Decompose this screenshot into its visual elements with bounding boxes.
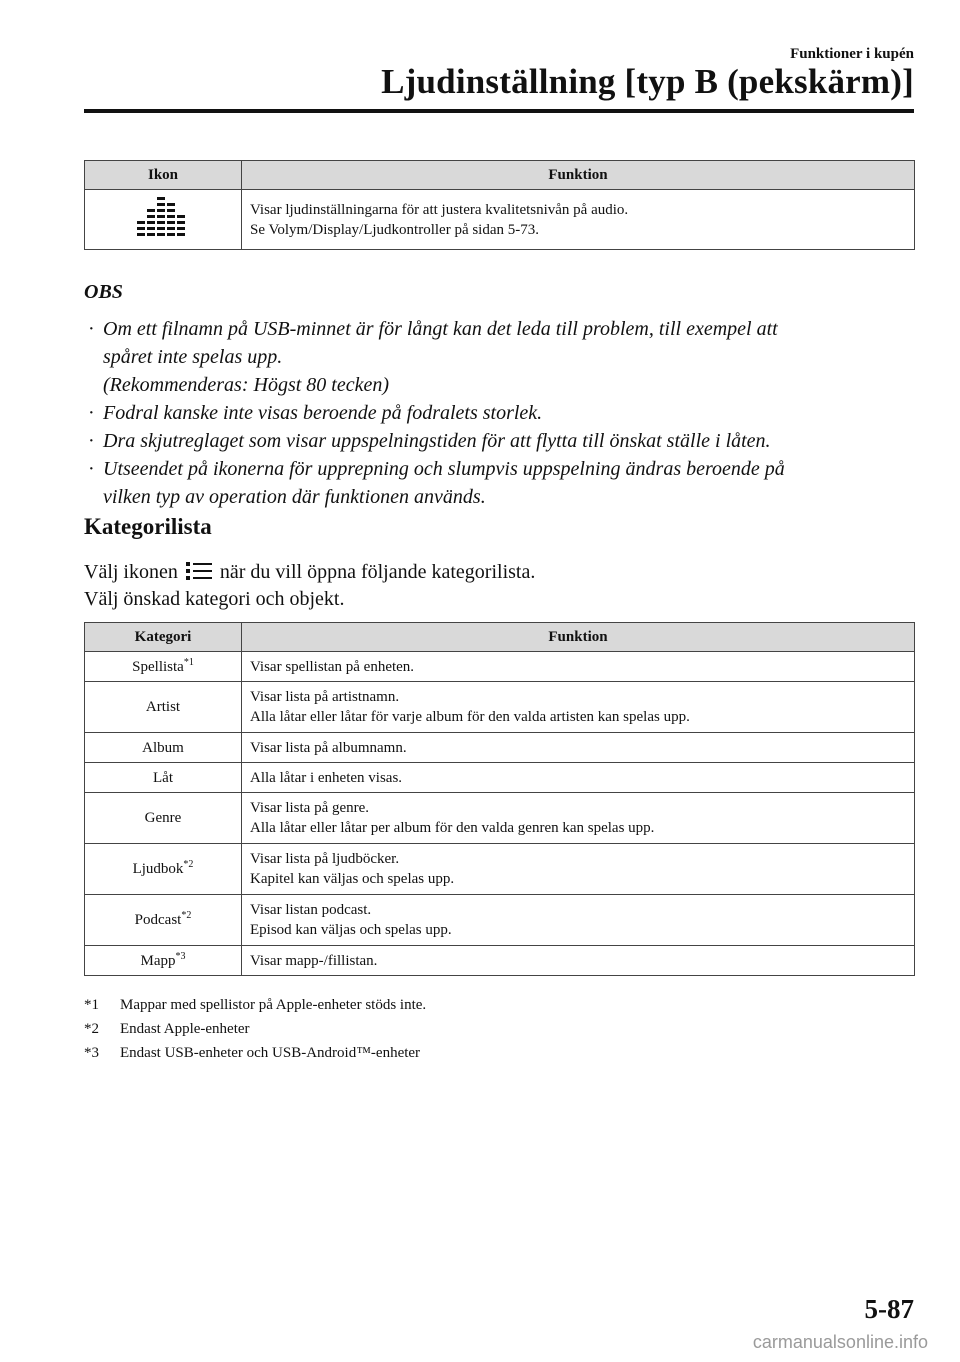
- column-header-icon: Ikon: [85, 161, 242, 190]
- function-cell: [242, 682, 915, 733]
- table-header-row: [85, 623, 915, 652]
- category-cell: [85, 763, 242, 793]
- table-row: [85, 652, 915, 682]
- function-line: Visar lista på albumnamn.: [250, 739, 407, 756]
- function-line: Visar lista på ljudböcker.: [250, 851, 400, 867]
- obs-item: [84, 315, 904, 399]
- footnote: [84, 1017, 426, 1041]
- table-row: [85, 733, 915, 763]
- category-name: Ljudbok: [132, 861, 184, 877]
- category-name: Spellista: [132, 658, 184, 675]
- footnote-marker: *1: [183, 656, 194, 668]
- icon-cell: [85, 190, 242, 250]
- function-line: Alla låtar eller låtar för varje album för den valda artisten kan spelas upp.: [250, 709, 690, 725]
- intro-text-after: när du vill öppna följande kategorilista.: [219, 561, 536, 583]
- category-name: Låt: [153, 769, 173, 786]
- obs-line: vilken typ av operation där funktionen används.: [103, 486, 486, 508]
- bullet-dot: ·: [88, 318, 95, 340]
- function-line: Visar lista på artistnamn.: [250, 689, 400, 705]
- header-rule: [84, 109, 914, 113]
- footnote-marker: *3: [175, 950, 186, 962]
- category-cell: [85, 946, 242, 976]
- watermark: carmanualsonline.info: [752, 1332, 928, 1352]
- table-row: [85, 844, 915, 895]
- footnote-number: *1: [84, 997, 99, 1013]
- function-line: Visar ljudinställningarna för att justera kvalitetsnivån på audio.: [250, 201, 629, 218]
- category-cell: [85, 844, 242, 895]
- footnote-marker: *2: [183, 859, 194, 870]
- function-cell: [242, 946, 915, 976]
- footnote-number: *3: [84, 1045, 99, 1061]
- table-row: [85, 895, 915, 946]
- category-cell: [85, 895, 242, 946]
- obs-line: spåret inte spelas upp.: [103, 346, 283, 368]
- obs-item: [84, 455, 904, 511]
- obs-item: [84, 399, 904, 427]
- bullet-dot: ·: [88, 402, 95, 424]
- function-line: Alla låtar i enheten visas.: [250, 769, 403, 786]
- table-row: [85, 763, 915, 793]
- category-cell: [85, 682, 242, 733]
- function-line: Alla låtar eller låtar per album för den valda genren kan spelas upp.: [250, 820, 655, 836]
- obs-line: Fodral kanske inte visas beroende på fodralets storlek.: [103, 402, 543, 424]
- footnote-marker: *2: [181, 910, 192, 921]
- column-header-function: Funktion: [242, 161, 915, 190]
- page-title: Ljudinställning [typ B (pekskärm)]: [381, 62, 914, 101]
- intro-line-2: Välj önskad kategori och objekt.: [84, 588, 345, 610]
- equalizer-icon: [135, 195, 191, 239]
- function-cell: [242, 844, 915, 895]
- category-name: Podcast: [134, 912, 182, 928]
- category-name: Album: [142, 739, 184, 756]
- function-cell: [242, 733, 915, 763]
- function-line: Visar spellistan på enheten.: [250, 658, 415, 675]
- category-name: Artist: [145, 699, 181, 715]
- footnote-number: *2: [84, 1021, 99, 1037]
- column-header-category: Kategori: [85, 623, 242, 652]
- column-header-function: Funktion: [242, 623, 915, 652]
- footnote-text: Endast Apple-enheter: [120, 1021, 250, 1037]
- footnotes: [84, 993, 426, 1065]
- table-row: [85, 190, 915, 250]
- function-line: Se Volym/Display/Ljudkontroller på sidan 5-73.: [250, 221, 540, 238]
- table-row: [85, 682, 915, 733]
- bullet-dot: ·: [88, 430, 95, 452]
- function-line: Kapitel kan väljas och spelas upp.: [250, 871, 455, 887]
- footnote: [84, 993, 426, 1017]
- category-name: Genre: [144, 810, 182, 826]
- icon-function-table: [84, 160, 915, 250]
- page-number: 5-87: [864, 1294, 914, 1324]
- obs-heading: OBS: [84, 281, 123, 303]
- intro-line: [84, 561, 535, 584]
- obs-line: (Rekommenderas: Högst 80 tecken): [103, 374, 390, 396]
- obs-line: Om ett filnamn på USB-minnet är för långt kan det leda till problem, till exempel att: [103, 318, 778, 340]
- category-name: Mapp: [140, 952, 176, 969]
- function-line: Episod kan väljas och spelas upp.: [250, 922, 452, 938]
- intro-text-before: Välj ikonen: [84, 561, 178, 583]
- obs-line: Dra skjutreglaget som visar uppspelningstiden för att flytta till önskat ställe i låten.: [103, 430, 771, 452]
- running-header-section: Funktioner i kupén: [790, 46, 914, 62]
- function-cell: [242, 793, 915, 844]
- function-cell: [242, 763, 915, 793]
- category-cell: [85, 652, 242, 682]
- function-line: Visar listan podcast.: [250, 902, 372, 918]
- function-cell: [242, 652, 915, 682]
- function-cell: [242, 190, 915, 250]
- footnote-text: Mappar med spellistor på Apple-enheter stöds inte.: [120, 997, 427, 1013]
- function-line: Visar mapp-/fillistan.: [250, 952, 378, 969]
- category-cell: [85, 733, 242, 763]
- footnote-text: Endast USB-enheter och USB-Android™-enheter: [120, 1045, 421, 1061]
- footnote: [84, 1041, 426, 1065]
- list-icon: [186, 561, 212, 581]
- function-line: Visar lista på genre.: [250, 800, 370, 816]
- category-table: [84, 622, 915, 976]
- table-row: [85, 793, 915, 844]
- bullet-dot: ·: [88, 458, 95, 480]
- obs-line: Utseendet på ikonerna för upprepning och slumpvis uppspelning ändras beroende på: [103, 458, 785, 480]
- function-cell: [242, 895, 915, 946]
- table-header-row: [85, 161, 915, 190]
- section-heading-kategorilista: Kategorilista: [84, 514, 212, 539]
- obs-item: [84, 427, 904, 455]
- table-row: [85, 946, 915, 976]
- obs-list: [84, 315, 904, 511]
- category-cell: [85, 793, 242, 844]
